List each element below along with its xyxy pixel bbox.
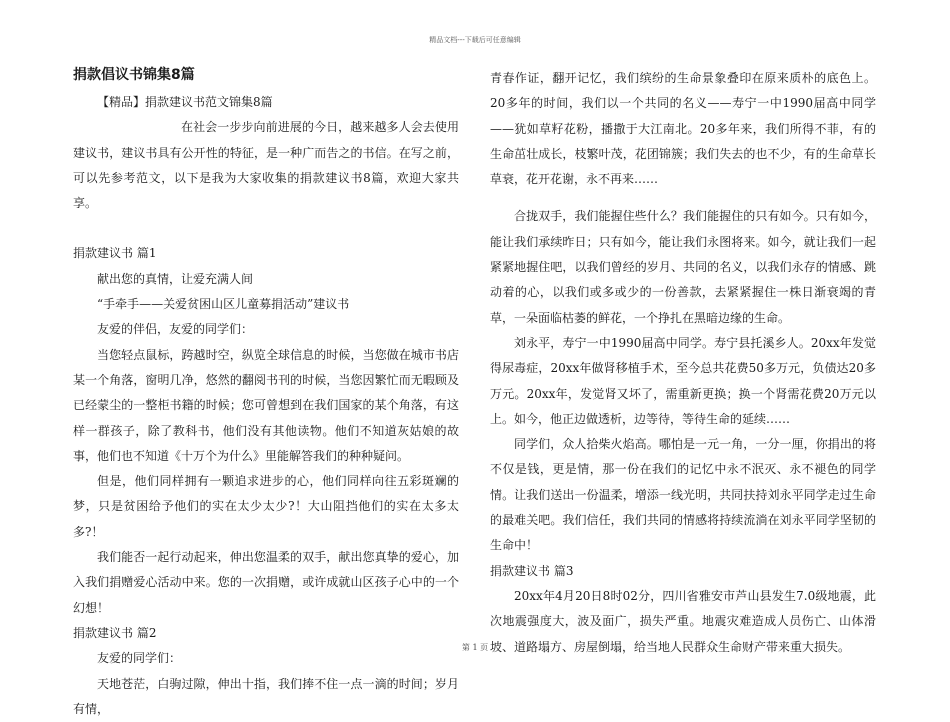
paragraph: 献出您的真情，让爱充满人间 bbox=[97, 271, 254, 286]
paragraph: 刘永平，寿宁一中1990届高中同学。寿宁县托溪乡人。20xx年发觉得尿毒症，20xx年做肾移植手术，至今总共花费50多万元，负债达20多万元。20xx年，发觉肾又坏了，需重新更换；换一个肾需花费20万元以上。如今，他正边做透析，边等待，等待生命的延续…… bbox=[490, 335, 876, 426]
paragraph: 当您轻点鼠标，跨越时空，纵览全球信息的时候，当您做在城市书店某一个角落，窗明几净，悠然的翻阅书刊的时候，当您因繁忙而无暇顾及已经蒙尘的一整柜书籍的时候；您可曾想到在我们国家的某个角落，有这样一群孩子，除了教科书，他们没有其他读物。他们不知道灰姑娘的故事，他们也不知道《十万个为什么》里能解答我们的种种疑问。 bbox=[73, 347, 459, 463]
paragraph: 天地苍茫，白驹过隙，伸出十指，我们捧不住一点一滴的时间；岁月有情， bbox=[73, 676, 459, 716]
right-body bbox=[490, 66, 876, 660]
left-body bbox=[73, 90, 459, 722]
paragraph: 捐款建议书 篇2 bbox=[73, 625, 157, 640]
page-header: 精品文档---下载后可任意编辑 bbox=[429, 36, 521, 44]
paragraph: 在社会一步步向前进展的今日，越来越多人会去使用建议书，建议书具有公开性的特征，是一种广而告之的书信。在写之前，可以先参考范文，以下是我为大家收集的捐款建议书8篇，欢迎大家共享。 bbox=[73, 120, 459, 211]
spacer bbox=[73, 216, 459, 241]
page-number: 第 1 页 bbox=[461, 643, 489, 652]
paragraph: 青春作证，翻开记忆，我们缤纷的生命景象叠印在原来质朴的底色上。20多年的时间，我们以一个共同的名义——寿宁一中1990届高中同学——犹如草籽花粉，播撒于大江南北。20多年来，我们所得不菲，有的生命茁壮成长，枝繁叶茂，花团锦簇；我们失去的也不少，有的生命草长草衰，花开花谢，永不再来…… bbox=[490, 71, 876, 187]
paragraph: 20xx年4月20日8时02分，四川省雅安市芦山县发生7.0级地震，此次地震强度大，波及面广，损失严重。地震灾难造成人员伤亡、山体滑坡、道路塌方、房屋倒塌，给当地人民群众生命财产带来重大损失。 bbox=[490, 588, 876, 654]
paragraph: “手牵手——关爱贫困山区儿童募捐活动”建议书 bbox=[97, 297, 350, 312]
paragraph: 同学们，众人拾柴火焰高。哪怕是一元一角，一分一厘，你捐出的将不仅是钱，更是情，那一份在我们的记忆中永不泯灭、永不褪色的同学情。让我们送出一份温柔，增添一线光明，共同扶持刘永平同学走过生命的最难关吧。我们信任，我们共同的情感将持续流淌在刘永平同学坚韧的生命中！ bbox=[490, 437, 876, 553]
right-column bbox=[490, 66, 876, 660]
paragraph: 我们能否一起行动起来，伸出您温柔的双手，献出您真挚的爱心，加入我们捐赠爱心活动中来。您的一次捐赠，或许成就山区孩子心中的一个幻想！ bbox=[73, 550, 459, 615]
paragraph: 【精品】捐款建议书范文锦集8篇 bbox=[97, 95, 273, 109]
paragraph: 友爱的伴侣，友爱的同学们： bbox=[97, 322, 254, 337]
paragraph: 但是，他们同样拥有一颗追求进步的心，他们同样向往五彩斑斓的梦，只是贫困给予他们的实在太少太少?！大山阻挡他们的实在太多太多?！ bbox=[73, 474, 459, 539]
left-column bbox=[73, 64, 459, 722]
paragraph: 合拢双手，我们能握住些什么？我们能握住的只有如今。只有如今，能让我们承续昨日；只有如今，能让我们永图将来。如今，就让我们一起紧紧地握住吧，以我们曾经的岁月、共同的名义，以我们永存的情感、跳动着的心，以我们或多或少的一份善款，去紧紧握住一株日渐衰竭的青草，一朵面临枯萎的鲜花，一个挣扎在黑暗边缘的生命。 bbox=[490, 209, 876, 325]
paragraph: 友爱的同学们： bbox=[97, 651, 182, 666]
document-title: 捐款倡议书锦集8篇 bbox=[73, 67, 195, 83]
paragraph: 捐款建议书 篇1 bbox=[73, 246, 157, 261]
spacer bbox=[490, 192, 876, 204]
paragraph: 捐款建议书 篇3 bbox=[490, 563, 574, 578]
